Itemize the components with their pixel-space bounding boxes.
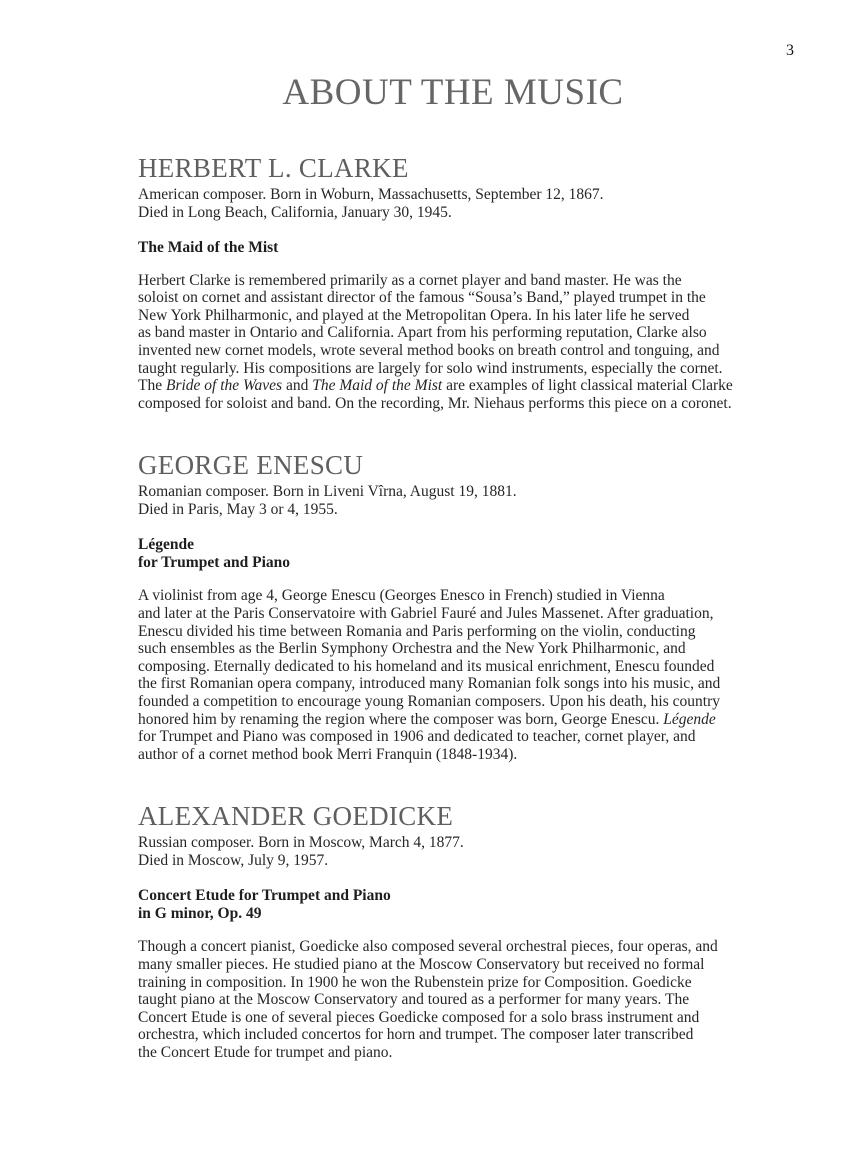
composer-section xyxy=(138,450,768,763)
work-title xyxy=(138,536,768,572)
paragraph-text: honored him by renaming the region where the composer was born, George Enescu. xyxy=(138,710,664,728)
paragraph-line xyxy=(138,623,768,641)
italic-work-title-text: The Maid of the Mist xyxy=(312,377,443,395)
paragraph-line xyxy=(138,640,768,658)
bio-line: Died in Paris, May 3 or 4, 1955. xyxy=(138,501,338,519)
paragraph-text: Concert Etude is one of several pieces Goedicke composed for a solo brass instrument and xyxy=(138,1008,700,1026)
paragraph-line xyxy=(138,324,768,342)
composer-bio xyxy=(138,186,768,222)
bio-line: Romanian composer. Born in Liveni Vîrna, August 19, 1881. xyxy=(138,483,517,501)
paragraph-line xyxy=(138,728,768,746)
composer-section xyxy=(138,153,768,413)
page-content xyxy=(138,0,768,1062)
paragraph-text: New York Philharmonic, and played at the Metropolitan Opera. In his later life he served xyxy=(138,306,690,324)
italic-work-title-text: Légende xyxy=(663,710,716,728)
paragraph-text: taught piano at the Moscow Conservatory and toured as a performer for many years. The xyxy=(138,991,690,1009)
paragraph-text: composing. Eternally dedicated to his homeland and its musical enrichment, Enescu founded xyxy=(138,657,715,675)
paragraph-line xyxy=(138,1009,768,1027)
composer-paragraph xyxy=(138,587,768,763)
paragraph-line xyxy=(138,974,768,992)
paragraph-text: many smaller pieces. He studied piano at the Moscow Conservatory but received no formal xyxy=(138,955,705,973)
paragraph-line xyxy=(138,272,768,290)
paragraph-text: the first Romanian opera company, introduced many Romanian folk songs into his music, and xyxy=(138,675,721,693)
composer-name: GEORGE ENESCU xyxy=(138,450,364,481)
work-title xyxy=(138,887,768,923)
paragraph-text: and later at the Paris Conservatoire with Gabriel Fauré and Jules Massenet. After graduation, xyxy=(138,604,714,622)
paragraph-line xyxy=(138,360,768,378)
paragraph-text: for Trumpet and Piano was composed in 1906 and dedicated to teacher, cornet player, and xyxy=(138,728,696,746)
paragraph-line xyxy=(138,605,768,623)
composer-name: HERBERT L. CLARKE xyxy=(138,152,409,183)
paragraph-text: composed for soloist and band. On the recording, Mr. Niehaus performs this piece on a coronet. xyxy=(138,394,732,412)
paragraph-text: the Concert Etude for trumpet and piano. xyxy=(138,1043,393,1061)
composer-paragraph xyxy=(138,938,768,1061)
paragraph-line xyxy=(138,711,768,729)
composer-bio xyxy=(138,834,768,870)
paragraph-line xyxy=(138,746,768,764)
paragraph-line xyxy=(138,587,768,605)
composer-paragraph xyxy=(138,272,768,413)
bio-line: Died in Moscow, July 9, 1957. xyxy=(138,852,329,870)
work-title-line: Légende xyxy=(138,536,194,554)
paragraph-line xyxy=(138,1044,768,1062)
composer-bio xyxy=(138,483,768,519)
paragraph-line xyxy=(138,675,768,693)
paragraph-line xyxy=(138,342,768,360)
paragraph-line xyxy=(138,307,768,325)
bio-line: Russian composer. Born in Moscow, March 4, 1877. xyxy=(138,834,464,852)
paragraph-text: A violinist from age 4, George Enescu (Georges Enesco in French) studied in Vienna xyxy=(138,587,665,605)
sections xyxy=(138,153,768,1062)
paragraph-text: The xyxy=(138,377,166,395)
paragraph-text: Herbert Clarke is remembered primarily as a cornet player and band master. He was the xyxy=(138,271,682,289)
work-title-line: The Maid of the Mist xyxy=(138,238,279,256)
paragraph-text: as band master in Ontario and California. Apart from his performing reputation, Clarke also xyxy=(138,324,707,342)
italic-work-title-text: Bride of the Waves xyxy=(165,377,283,395)
paragraph-line xyxy=(138,956,768,974)
paragraph-text: author of a cornet method book Merri Franquin (1848-1934). xyxy=(138,745,518,763)
paragraph-text: orchestra, which included concertos for horn and trumpet. The composer later transcribed xyxy=(138,1026,694,1044)
composer-name: ALEXANDER GOEDICKE xyxy=(138,801,454,832)
page-title: ABOUT THE MUSIC xyxy=(282,72,624,113)
paragraph-line xyxy=(138,289,768,307)
paragraph-text: founded a competition to encourage young Romanian composers. Upon his death, his country xyxy=(138,692,720,710)
page-number: 3 xyxy=(786,42,794,59)
paragraph-text: Though a concert pianist, Goedicke also composed several orchestral pieces, four operas, and xyxy=(138,938,718,956)
work-title-line: Concert Etude for Trumpet and Piano xyxy=(138,887,391,905)
paragraph-text: taught regularly. His compositions are largely for solo wind instruments, especially the cornet. xyxy=(138,359,723,377)
paragraph-line xyxy=(138,991,768,1009)
paragraph-text: are examples of light classical material Clarke xyxy=(442,377,733,395)
bio-line: Died in Long Beach, California, January 30, 1945. xyxy=(138,203,452,221)
paragraph-line xyxy=(138,395,768,413)
bio-line: American composer. Born in Woburn, Massachusetts, September 12, 1867. xyxy=(138,185,604,203)
paragraph-line xyxy=(138,377,768,395)
paragraph-text: soloist on cornet and assistant director of the famous “Sousa’s Band,” played trumpet in the xyxy=(138,289,706,307)
paragraph-line xyxy=(138,693,768,711)
paragraph-text: invented new cornet models, wrote several method books on breath control and tonguing, and xyxy=(138,341,720,359)
paragraph-line xyxy=(138,658,768,676)
paragraph-line xyxy=(138,1026,768,1044)
paragraph-line xyxy=(138,938,768,956)
work-title-line: in G minor, Op. 49 xyxy=(138,905,262,923)
work-title xyxy=(138,239,768,257)
paragraph-text: such ensembles as the Berlin Symphony Orchestra and the New York Philharmonic, and xyxy=(138,640,686,658)
paragraph-text: training in composition. In 1900 he won the Rubenstein prize for Composition. Goedicke xyxy=(138,973,692,991)
paragraph-text: and xyxy=(282,377,313,395)
work-title-line: for Trumpet and Piano xyxy=(138,554,291,572)
composer-section xyxy=(138,801,768,1061)
paragraph-text: Enescu divided his time between Romania and Paris performing on the violin, conducting xyxy=(138,622,696,640)
